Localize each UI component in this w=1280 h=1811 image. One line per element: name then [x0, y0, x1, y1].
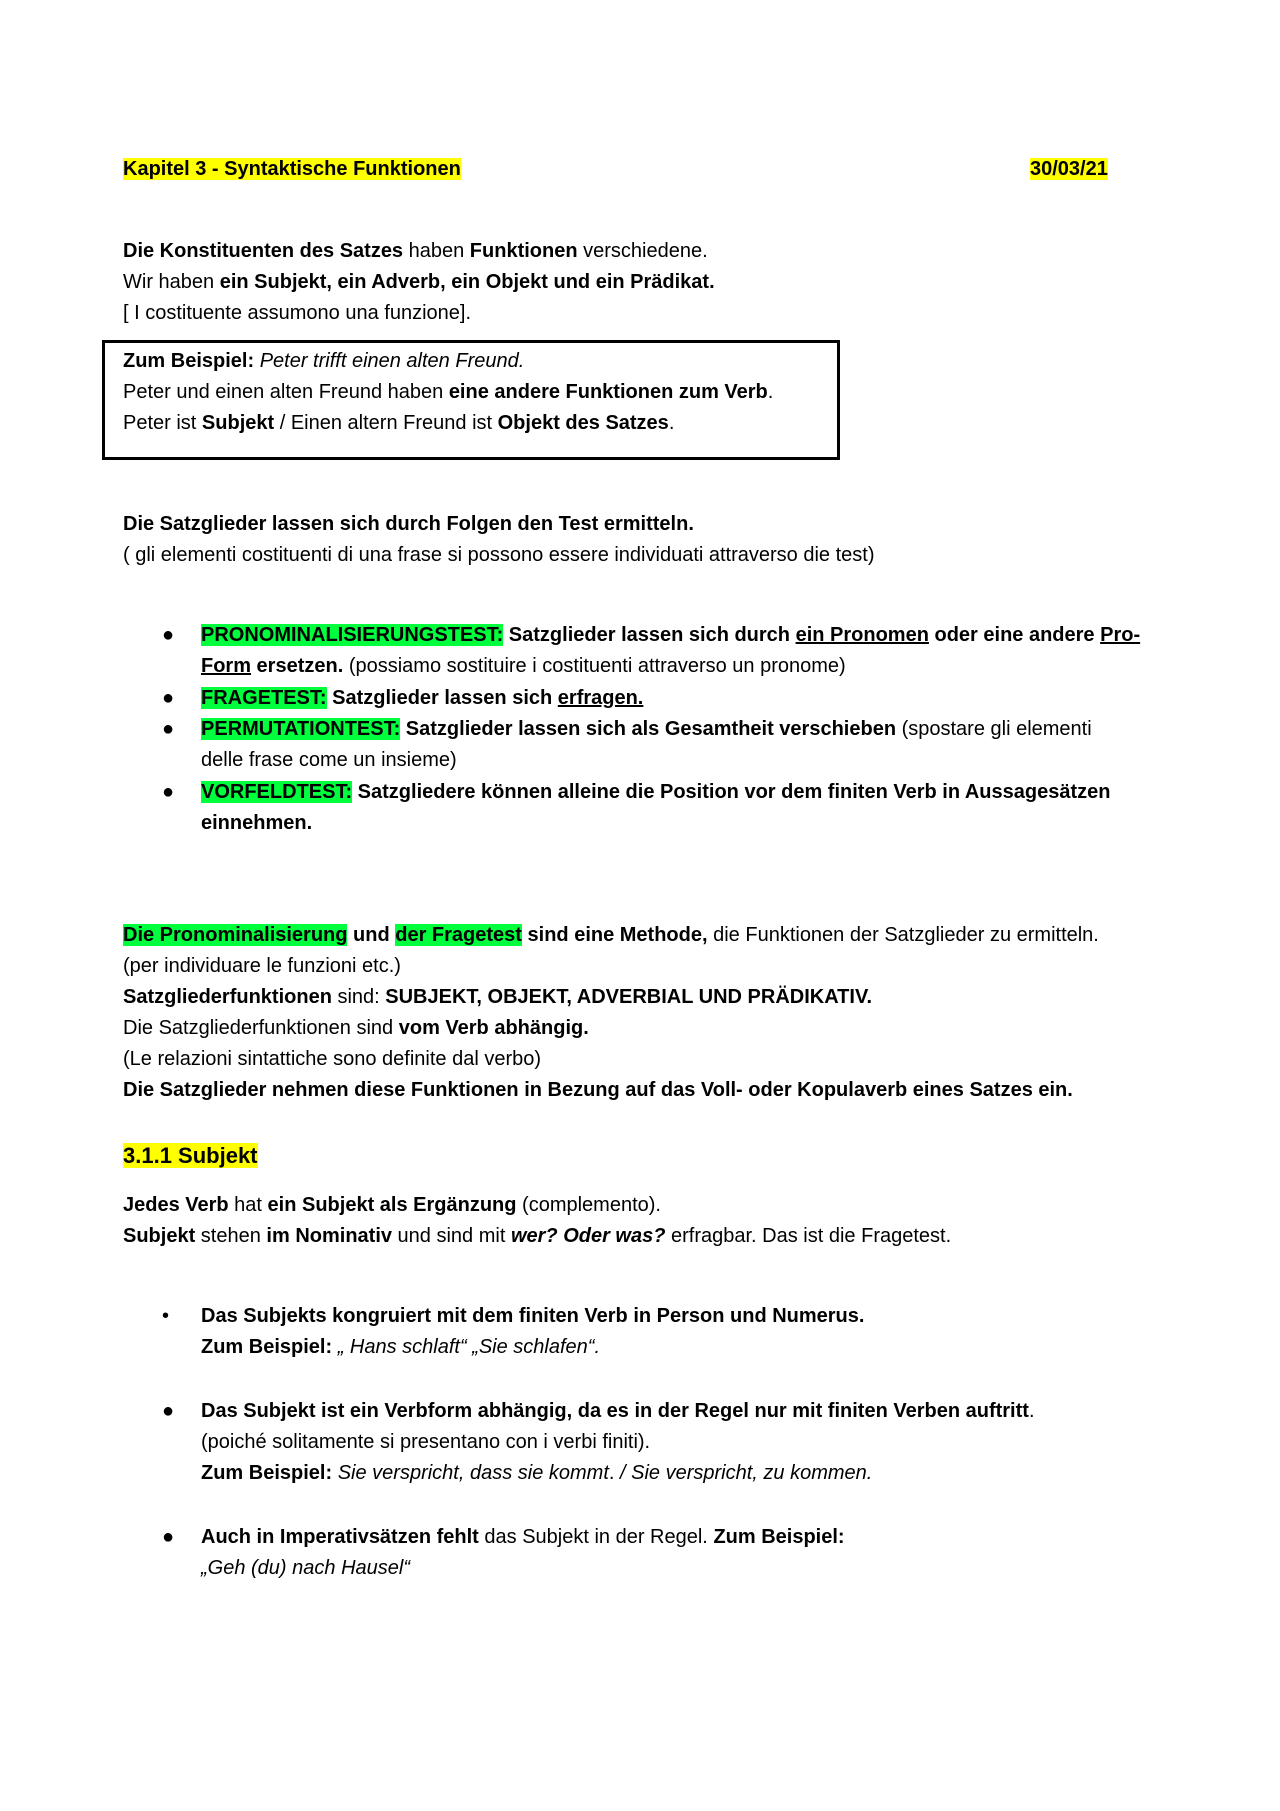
subjekt-term: ein Subjekt als Ergänzung — [267, 1194, 517, 1216]
intro-line-3: [ I costituente assumono una funzione]. — [123, 302, 471, 324]
test-pronominalisierung-line-1 — [201, 620, 1140, 650]
subjekt-text: erfragbar. Das ist die Fragetest. — [665, 1225, 952, 1247]
test-translation: (spostare gli elementi — [896, 718, 1092, 740]
test-underlined: ein Pronomen — [795, 624, 929, 646]
methods-line-1 — [123, 920, 1099, 950]
point-text: Das Subjekts kongruiert mit dem finiten Verb in Person und Numerus. — [201, 1305, 865, 1327]
intro-term: ein Subjekt, ein Adverb, ein Objekt und ein Prädikat. — [219, 271, 715, 293]
method-term: vom Verb abhängig. — [398, 1017, 589, 1039]
bullet-icon: ● — [162, 1526, 175, 1548]
example-text: Peter ist — [123, 412, 202, 434]
intro-line-1 — [123, 236, 708, 266]
point-text: das Subjekt in der Regel. — [478, 1526, 714, 1548]
test-text: oder eine andere — [928, 624, 1101, 646]
method-text: sind: — [331, 986, 386, 1008]
test-text: Satzgliedere können alleine die Position vor dem finiten Verb in Aussagesätzen — [352, 781, 1111, 803]
section-heading — [123, 1141, 258, 1171]
test-name: VORFELDTEST: — [201, 781, 353, 803]
method-term: SUBJEKT, OBJEKT, ADVERBIAL UND PRÄDIKATIV. — [385, 986, 873, 1008]
method-term: Die Satzglieder nehmen diese Funktionen in Bezung auf das Voll- oder Kopulaverb eines Satzes ein. — [123, 1079, 1073, 1101]
example-term: eine andere Funktionen zum Verb — [448, 381, 768, 403]
test-permutation-line-1 — [201, 714, 1092, 744]
bullet-icon: ● — [162, 687, 175, 709]
test-underlined: erfragen. — [557, 687, 644, 709]
method-term: Satzgliederfunktionen — [123, 986, 332, 1008]
example-label: Zum Beispiel: — [201, 1462, 333, 1484]
section-heading-text: 3.1.1 Subjekt — [123, 1143, 258, 1168]
methods-line-4 — [123, 1013, 589, 1043]
example-term: Subjekt — [201, 412, 275, 434]
example-line-3 — [123, 408, 674, 438]
subjekt-question: wer? Oder was? — [510, 1225, 666, 1247]
intro-line-2 — [123, 267, 715, 297]
subjekt-text: und sind mit — [392, 1225, 511, 1247]
method-text: Die Satzgliederfunktionen sind — [123, 1017, 399, 1039]
test-text: Satzglieder lassen sich als Gesamtheit verschieben — [400, 718, 897, 740]
tests-intro-line-1 — [123, 509, 694, 539]
subjekt-term: Subjekt — [123, 1225, 196, 1247]
intro-term: Funktionen — [469, 240, 578, 262]
example-sentence: „ Hans schlaft“ „Sie schlafen“. — [332, 1336, 601, 1358]
method-text: die Funktionen der Satzglieder zu ermitteln. — [707, 924, 1099, 946]
subjekt-term: im Nominativ — [266, 1225, 392, 1247]
point-1-line-1 — [201, 1301, 864, 1331]
bullet-icon: ● — [162, 718, 175, 740]
methods-line-6 — [123, 1075, 1073, 1105]
test-vorfeld-line-1 — [201, 777, 1110, 807]
point-text: Das Subjekt ist ein Verbform abhängig, da es in der Regel nur mit finiten Verben auftritt — [201, 1400, 1029, 1422]
subjekt-line-2 — [123, 1221, 951, 1251]
test-translation: (possiamo sostituire i costituenti attraverso un pronome) — [343, 655, 846, 677]
bullet-icon: ● — [162, 624, 175, 646]
point-text: Auch in Imperativsätzen fehlt — [201, 1526, 479, 1548]
example-line-1 — [123, 346, 524, 376]
methods-line-5: (Le relazioni sintattiche sono definite dal verbo) — [123, 1048, 542, 1070]
example-sentence: / Sie verspricht, zu kommen. — [614, 1462, 873, 1484]
date-text: 30/03/21 — [1030, 158, 1108, 180]
point-2-line-3 — [201, 1458, 872, 1488]
test-name: FRAGETEST: — [201, 687, 327, 709]
chapter-title — [123, 154, 461, 184]
test-name: PERMUTATIONTEST: — [201, 718, 401, 740]
example-text: / Einen altern Freund ist — [274, 412, 498, 434]
bullet-icon: ● — [162, 781, 175, 803]
point-2-line-1 — [201, 1396, 1035, 1426]
intro-text: haben — [403, 240, 470, 262]
test-fragetest — [201, 683, 643, 713]
example-label: Zum Beispiel: — [713, 1526, 845, 1548]
test-text: einnehmen. — [201, 812, 313, 834]
example-label: Zum Beispiel: — [201, 1336, 333, 1358]
subjekt-text: stehen — [195, 1225, 267, 1247]
example-line-2 — [123, 377, 773, 407]
subjekt-term: Jedes Verb — [123, 1194, 229, 1216]
intro-text: Wir haben — [123, 271, 220, 293]
example-text: . — [767, 381, 774, 403]
method-text: sind eine Methode, — [521, 924, 708, 946]
example-sentence: Sie verspricht, dass sie kommt — [332, 1462, 609, 1484]
test-vorfeld-line-2 — [201, 808, 312, 838]
subjekt-line-1 — [123, 1190, 661, 1220]
method-highlight: Die Pronominalisierung — [123, 924, 348, 946]
tests-intro-bold: Die Satzglieder lassen sich durch Folgen den Test ermitteln. — [123, 513, 694, 535]
example-label: Zum Beispiel: — [123, 350, 255, 372]
example-text: . — [668, 412, 675, 434]
point-3-line-1 — [201, 1522, 845, 1552]
document-date — [1030, 154, 1108, 184]
test-text: Satzglieder lassen sich durch — [503, 624, 796, 646]
point-1-line-2 — [201, 1332, 600, 1362]
bullet-icon: • — [162, 1305, 170, 1327]
test-underlined: Pro- — [1100, 624, 1141, 646]
intro-term: Die Konstituenten des Satzes — [123, 240, 404, 262]
test-text: Satzglieder lassen sich — [326, 687, 558, 709]
point-2-line-2: (poiché solitamente si presentano con i verbi finiti). — [201, 1431, 651, 1453]
subjekt-text: (complemento). — [516, 1194, 661, 1216]
subjekt-text: hat — [228, 1194, 268, 1216]
test-permutation-line-2: delle frase come un insieme) — [201, 749, 457, 771]
point-3-line-2 — [201, 1553, 410, 1583]
example-sentence: „Geh (du) nach Hausel“ — [201, 1557, 410, 1579]
method-highlight: der Fragetest — [395, 924, 522, 946]
point-text: . — [1028, 1400, 1035, 1422]
example-sentence: . — [608, 1462, 615, 1484]
method-text: und — [347, 924, 396, 946]
example-sentence: Peter trifft einen alten Freund. — [254, 350, 525, 372]
methods-line-2: (per individuare le funzioni etc.) — [123, 955, 401, 977]
methods-line-3 — [123, 982, 872, 1012]
example-text: Peter und einen alten Freund haben — [123, 381, 449, 403]
test-pronominalisierung-line-2 — [201, 651, 846, 681]
intro-text: verschiedene. — [577, 240, 708, 262]
test-underlined: Form — [201, 655, 251, 677]
test-text: ersetzen. — [251, 655, 344, 677]
tests-intro-line-2: ( gli elementi costituenti di una frase si possono essere individuati attraverso die test) — [123, 544, 875, 566]
test-name: PRONOMINALISIERUNGSTEST: — [201, 624, 504, 646]
example-term: Objekt des Satzes — [497, 412, 669, 434]
bullet-icon: ● — [162, 1400, 175, 1422]
chapter-title-text: Kapitel 3 - Syntaktische Funktionen — [123, 158, 461, 180]
